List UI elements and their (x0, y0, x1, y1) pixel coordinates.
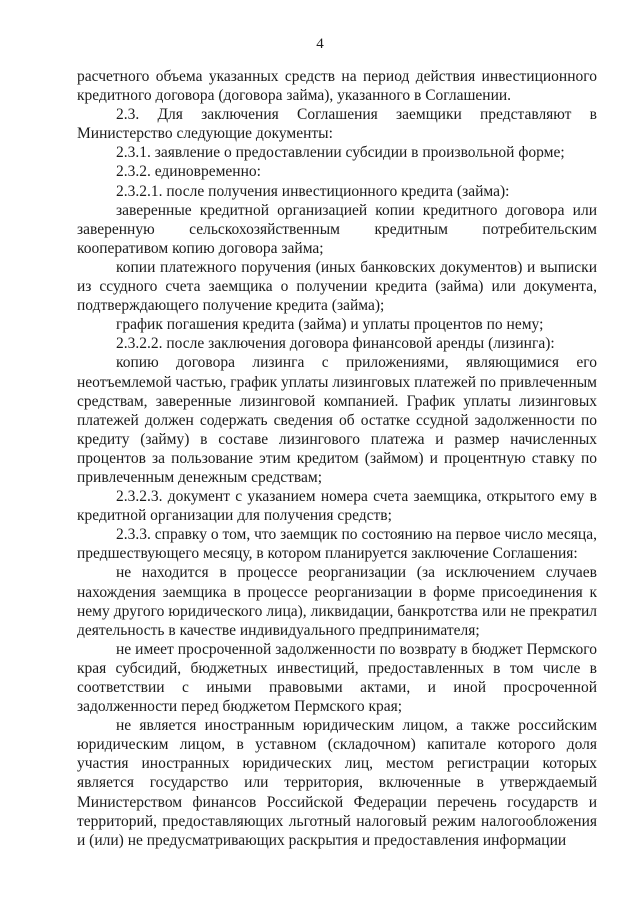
page-number: 4 (316, 36, 324, 52)
paragraph-leasing-contract: копию договора лизинга с приложениями, являющимися его неотъемлемой частью, график уплаты лизинговых платежей по привлеченным средствам, заверенные лизинговой компанией. График уплаты лизинговых платежей должен содержать сведения об остатке ссудной задолженности по кредиту (займу) в составе лизингового платежа и размер начисленных процентов за пользование этим кредитом (займом) и процентную ставку по привлеченным денежным средствам; (77, 354, 597, 486)
paragraph-payment-orders: копии платежного поручения (иных банковских документов) и выписки из ссудного счета заемщика о получении кредита (займа) или документа, подтверждающего получение кредита (займа); (77, 258, 597, 315)
paragraph-continuation: расчетного объема указанных средств на период действия инвестиционного кредитного договора (договора займа), указанного в Соглашении. (77, 68, 597, 105)
paragraph-2-3-2-1: 2.3.2.1. после получения инвестиционного кредита (займа): (116, 182, 510, 200)
paragraph-2-3-2-3: 2.3.2.3. документ с указанием номера счета заемщика, открытого ему в кредитной организации для получения средств; (77, 488, 597, 525)
paragraph-2-3-2-2: 2.3.2.2. после заключения договора финансовой аренды (лизинга): (116, 335, 555, 353)
paragraph-repayment-schedule: график погашения кредита (займа) и уплаты процентов по нему; (116, 316, 544, 334)
paragraph-not-reorganizing: не находится в процессе реорганизации (за исключением случаев нахождения заемщика в процессе реорганизации в форме присоединения к нему другого юридического лица), ликвидации, банкротства или не прекратил деятельность в качестве индивидуального предпринимателя; (77, 564, 597, 639)
paragraph-certified-copies: заверенные кредитной организацией копии кредитного договора или заверенную сельскохозяйственным кредитным потребительским кооперативом копию договора займа; (77, 201, 597, 257)
document-body (77, 67, 597, 850)
paragraph-not-foreign-entity: не является иностранным юридическим лицом, а также российским юридическим лицом, в уставном (складочном) капитале которого доля участия иностранных юридических лиц, местом регистрации которых является государство или территория, включенные в утверждаемый Министерством финансов Российской Федерации перечень государств и территорий, предоставляющих льготный налоговый режим налогообложения и (или) не предусматривающих раскрытия и предоставления информации (77, 717, 597, 849)
paragraph-no-overdue-debt: не имеет просроченной задолженности по возврату в бюджет Пермского края субсидий, бюджетных инвестиций, предоставленных в том числе в соответствии с иными правовыми актами, и иной просроченной задолженности перед бюджетом Пермского края; (77, 640, 597, 716)
paragraph-2-3: 2.3. Для заключения Соглашения заемщики представляют в Министерство следующие документы: (77, 106, 597, 143)
paragraph-2-3-3: 2.3.3. справку о том, что заемщик по состоянию на первое число месяца, предшествующего месяцу, в котором планируется заключение Соглашения: (77, 526, 597, 563)
paragraph-2-3-1: 2.3.1. заявление о предоставлении субсидии в произвольной форме; (116, 144, 565, 162)
paragraph-2-3-2: 2.3.2. единовременно: (116, 163, 261, 181)
